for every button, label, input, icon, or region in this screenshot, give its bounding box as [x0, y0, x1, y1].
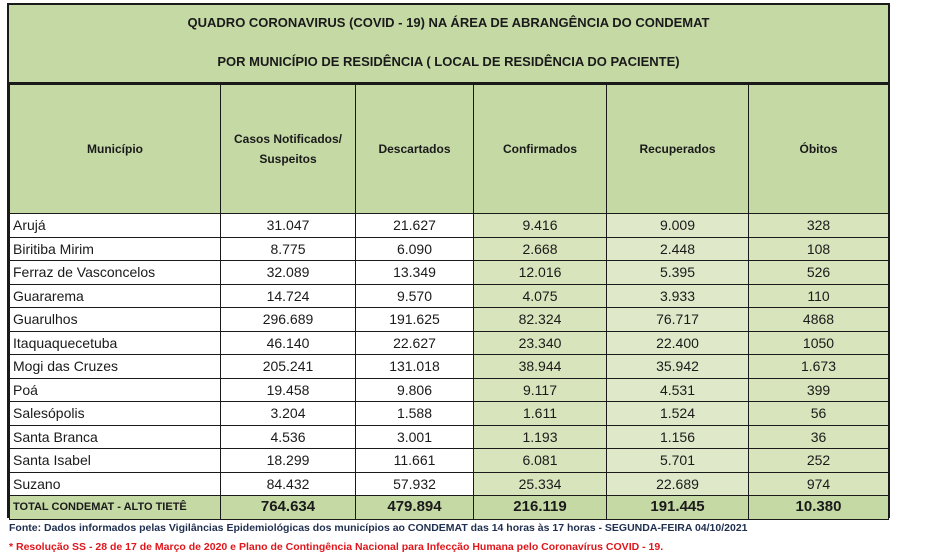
cell-obitos: 974 [749, 472, 889, 496]
cell-descartados: 191.625 [356, 308, 474, 332]
cell-confirmados: 9.117 [474, 378, 607, 402]
total-row [10, 496, 889, 520]
header-casos: Casos Notificados/ Suspeitos [221, 85, 356, 214]
table-subtitle: POR MUNICÍPIO DE RESIDÊNCIA ( LOCAL DE RESIDÊNCIA DO PACIENTE) [217, 54, 680, 69]
cell-confirmados: 38.944 [474, 355, 607, 379]
cell-recuperados: 5.701 [607, 449, 749, 473]
total-casos: 764.634 [221, 496, 356, 520]
cell-descartados: 1.588 [356, 402, 474, 426]
cell-recuperados: 76.717 [607, 308, 749, 332]
header-descartados: Descartados [356, 85, 474, 214]
cell-recuperados: 2.448 [607, 237, 749, 261]
cell-descartados: 21.627 [356, 214, 474, 238]
cell-recuperados: 4.531 [607, 378, 749, 402]
cell-descartados: 3.001 [356, 425, 474, 449]
table-row [10, 331, 889, 355]
cell-obitos: 399 [749, 378, 889, 402]
cell-obitos: 56 [749, 402, 889, 426]
cell-casos: 84.432 [221, 472, 356, 496]
table-row [10, 449, 889, 473]
cell-descartados: 11.661 [356, 449, 474, 473]
table-row [10, 402, 889, 426]
total-descartados: 479.894 [356, 496, 474, 520]
cell-casos: 32.089 [221, 261, 356, 285]
cell-recuperados: 5.395 [607, 261, 749, 285]
header-recuperados: Recuperados [607, 85, 749, 214]
cell-casos: 205.241 [221, 355, 356, 379]
cell-confirmados: 1.193 [474, 425, 607, 449]
cell-confirmados: 6.081 [474, 449, 607, 473]
cell-casos: 18.299 [221, 449, 356, 473]
header-row [10, 85, 889, 214]
cell-municipio: Santa Branca [10, 425, 221, 449]
table-row [10, 214, 889, 238]
cell-confirmados: 12.016 [474, 261, 607, 285]
cell-recuperados: 9.009 [607, 214, 749, 238]
total-recuperados: 191.445 [607, 496, 749, 520]
cell-obitos: 526 [749, 261, 889, 285]
cell-confirmados: 2.668 [474, 237, 607, 261]
cell-casos: 296.689 [221, 308, 356, 332]
cell-municipio: Itaquaquecetuba [10, 331, 221, 355]
cell-obitos: 1050 [749, 331, 889, 355]
cell-municipio: Mogi das Cruzes [10, 355, 221, 379]
table-row [10, 425, 889, 449]
cell-casos: 31.047 [221, 214, 356, 238]
cell-casos: 3.204 [221, 402, 356, 426]
cell-confirmados: 4.075 [474, 284, 607, 308]
cell-casos: 8.775 [221, 237, 356, 261]
cell-confirmados: 23.340 [474, 331, 607, 355]
cell-confirmados: 25.334 [474, 472, 607, 496]
cell-casos: 4.536 [221, 425, 356, 449]
total-label: TOTAL CONDEMAT - ALTO TIETÊ [10, 496, 221, 520]
cell-casos: 19.458 [221, 378, 356, 402]
cell-descartados: 9.570 [356, 284, 474, 308]
cell-municipio: Suzano [10, 472, 221, 496]
source-footnote: Fonte: Dados informados pelas Vigilâncias Epidemiológicas dos municípios ao CONDEMAT das 14 horas às 17 horas - SEGUNDA-FEIRA 04/10/2021 [9, 522, 748, 534]
cell-recuperados: 22.689 [607, 472, 749, 496]
cell-obitos: 252 [749, 449, 889, 473]
table-row [10, 378, 889, 402]
table-row [10, 237, 889, 261]
table-body [10, 214, 889, 520]
cell-municipio: Guararema [10, 284, 221, 308]
cell-municipio: Santa Isabel [10, 449, 221, 473]
cell-casos: 14.724 [221, 284, 356, 308]
cell-obitos: 110 [749, 284, 889, 308]
table-row [10, 355, 889, 379]
title-block [9, 5, 888, 84]
header-obitos: Óbitos [749, 85, 889, 214]
cell-municipio: Salesópolis [10, 402, 221, 426]
cell-obitos: 1.673 [749, 355, 889, 379]
cell-descartados: 6.090 [356, 237, 474, 261]
cell-obitos: 328 [749, 214, 889, 238]
cell-descartados: 57.932 [356, 472, 474, 496]
cell-casos: 46.140 [221, 331, 356, 355]
covid-table-frame [7, 3, 890, 518]
cell-confirmados: 82.324 [474, 308, 607, 332]
cell-recuperados: 1.156 [607, 425, 749, 449]
cell-municipio: Arujá [10, 214, 221, 238]
table-row [10, 284, 889, 308]
data-table [9, 84, 889, 520]
resolution-footnote: * Resolução SS - 28 de 17 de Março de 2020 e Plano de Contingência Nacional para Infecção Humana pelo Coronavírus COVID - 19. [9, 541, 664, 553]
cell-municipio: Ferraz de Vasconcelos [10, 261, 221, 285]
cell-obitos: 4868 [749, 308, 889, 332]
header-municipio: Município [10, 85, 221, 214]
header-confirmados: Confirmados [474, 85, 607, 214]
cell-obitos: 36 [749, 425, 889, 449]
table-row [10, 472, 889, 496]
cell-descartados: 13.349 [356, 261, 474, 285]
cell-recuperados: 22.400 [607, 331, 749, 355]
cell-recuperados: 1.524 [607, 402, 749, 426]
table-row [10, 308, 889, 332]
table-row [10, 261, 889, 285]
cell-municipio: Guarulhos [10, 308, 221, 332]
cell-descartados: 22.627 [356, 331, 474, 355]
cell-municipio: Poá [10, 378, 221, 402]
cell-descartados: 9.806 [356, 378, 474, 402]
total-confirmados: 216.119 [474, 496, 607, 520]
cell-descartados: 131.018 [356, 355, 474, 379]
cell-obitos: 108 [749, 237, 889, 261]
cell-recuperados: 35.942 [607, 355, 749, 379]
cell-confirmados: 1.611 [474, 402, 607, 426]
cell-municipio: Biritiba Mirim [10, 237, 221, 261]
table-title: QUADRO CORONAVIRUS (COVID - 19) NA ÁREA DE ABRANGÊNCIA DO CONDEMAT [187, 15, 710, 30]
cell-recuperados: 3.933 [607, 284, 749, 308]
total-obitos: 10.380 [749, 496, 889, 520]
cell-confirmados: 9.416 [474, 214, 607, 238]
